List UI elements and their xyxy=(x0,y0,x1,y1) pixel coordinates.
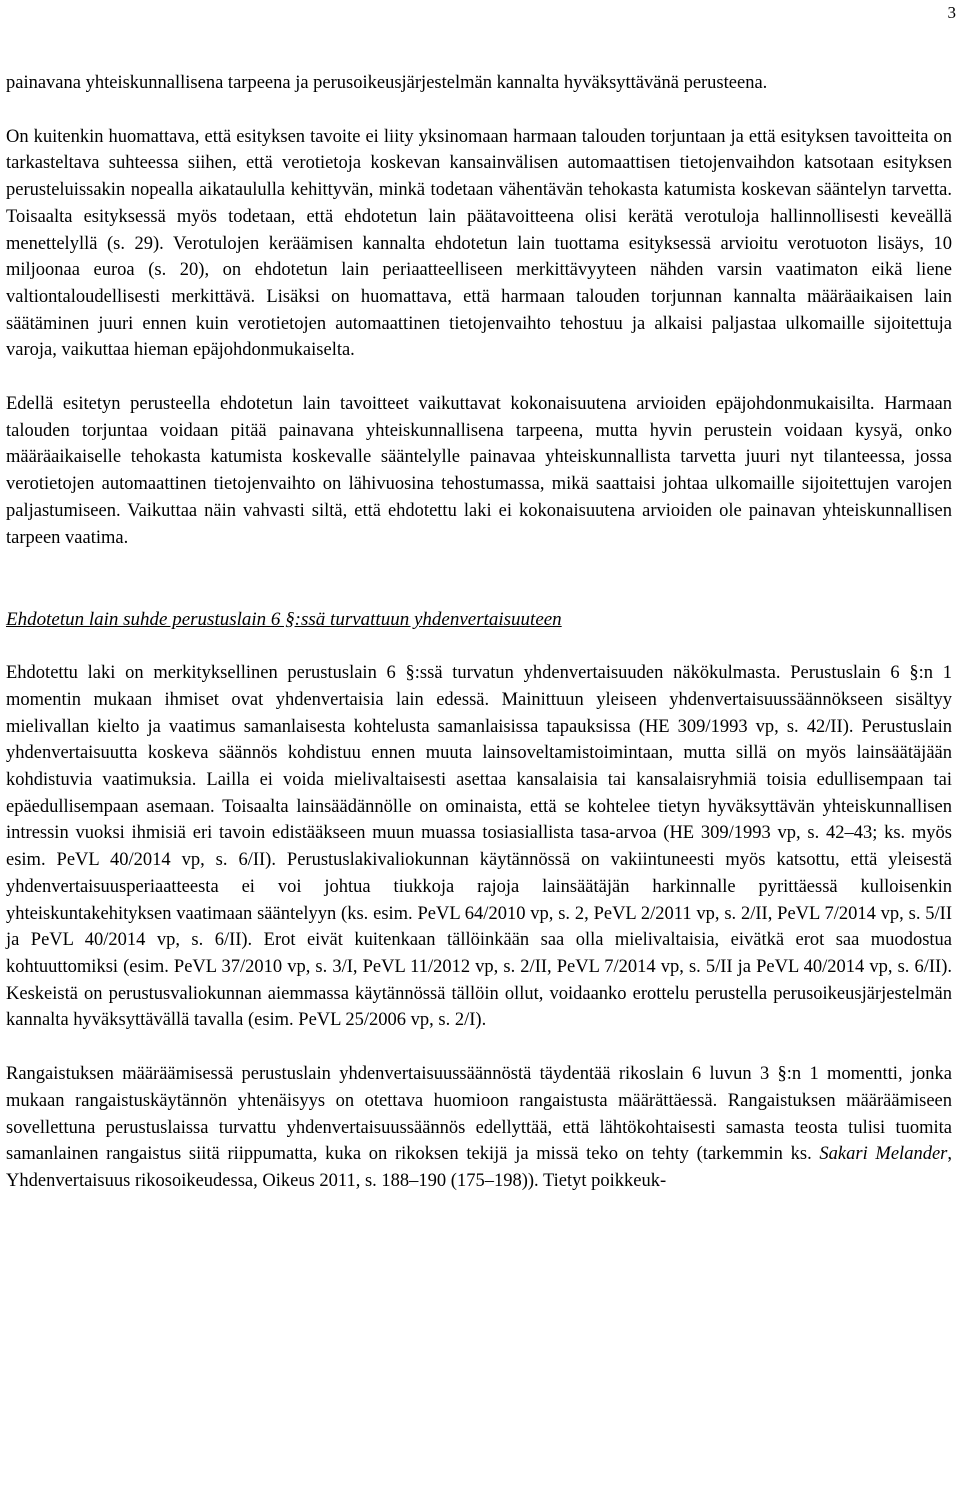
paragraph-1: painavana yhteiskunnallisena tarpeena ja perusoikeusjärjestelmän kannalta hyväksyttävänä perusteena. xyxy=(6,73,768,93)
author-name: Sakari Melander xyxy=(819,1144,948,1165)
paragraph-5-text-after: , Yhdenvertaisuus rikosoikeudessa, Oikeus 2011, s. 188–190 (175–198)). Tietyt poikkeuk- xyxy=(6,1144,952,1191)
paragraph-5 xyxy=(6,1061,952,1195)
paragraph-2: On kuitenkin huomattava, että esityksen tavoite ei liity yksinomaan harmaan talouden torjuntaan ja että esityksen tavoitteita on tarkasteltava suhteessa siihen, että verotietoja koskevan kansainvälisen automaattisen tietojenvaihdon katsotaan esityksen perusteluissakin nopealla aikataululla kehittyvän, minkä todetaan vähentävän tehokasta katumista koskevan sääntelyn tarvetta. Toisaalta esityksessä myös todetaan, että ehdotetun lain päätavoitteena olisi kerätä verotuloja hallinnollisesti keveällä menettelyllä (s. 29). Verotulojen keräämisen kannalta ehdotetun lain tuottama esityksessä arvioitu verotuoton lisäys, 10 miljoonaa euroa (s. 20), on ehdotetun lain periaatteelliseen merkittävyyteen nähden varsin vaatimaton eikä liene valtiontaloudellisesti merkittävä. Lisäksi on huomattava, että harmaan talouden torjunnan kannalta määräaikaisen lain säätäminen juuri ennen kuin verotietojen automaattinen tietojenvaihto tehostuu ja alkaisi paljastaa ulkomaille sijoitettuja varoja, vaikuttaa hieman epäjohdonmukaiselta. xyxy=(6,126,952,361)
page-number: 3 xyxy=(947,3,956,22)
document-body xyxy=(6,70,952,1195)
paragraph-3: Edellä esitetyn perusteella ehdotetun lain tavoitteet vaikuttavat kokonaisuutena arvioiden epäjohdonmukaisilta. Harmaan talouden torjuntaa voidaan pitää painavana yhteiskunnallisena tarpeena, mutta hyvin perustein voidaan kysyä, onko määräaikaiselle tehokasta katumista koskevalle sääntelylle painavaa yhteiskunnallista tarvetta juuri nyt tilanteessa, jossa verotietojen automaattinen tietojenvaihto on lähivuosina tehostumassa, mikä saattaisi johtaa ulkomaille sijoitettujen varojen paljastumiseen. Vaikuttaa näin vahvasti siltä, että ehdotettu laki ei kokonaisuutena arvioiden ole painavan yhteiskunnallisen tarpeen vaatima. xyxy=(6,394,952,548)
paragraph-4: Ehdotettu laki on merkityksellinen perustuslain 6 §:ssä turvatun yhdenvertaisuuden näkökulmasta. Perustuslain 6 §:n 1 momentin mukaan ihmiset ovat yhdenvertaisia lain edessä. Mainittuun yleiseen yhdenvertaisuussäännökseen sisältyy mielivallan kielto ja vaatimus samanlaisesta kohtelusta samanlaisissa tapauksissa (HE 309/1993 vp, s. 42/II). Perustuslain yhdenvertaisuutta koskeva säännös kohdistuu ennen muuta lainsoveltamistoimintaan, mutta sillä on myös lainsäätäjään kohdistuvia vaatimuksia. Lailla ei voida mielivaltaisesti asettaa kansalaisia tai kansalaisryhmiä toisia edullisempaan tai epäedullisempaan asemaan. Toisaalta lainsäädännölle on ominaista, että se kohtelee tietyn hyväksyttävän yhteiskunnallisen intressin vuoksi ihmisiä eri tavoin edistääkseen muun muassa tosiasiallista tasa-arvoa (HE 309/1993 vp, s. 42–43; ks. myös esim. PeVL 40/2014 vp, s. 6/II). Perustuslakivaliokunnan käytännössä on vakiintuneesti myös katsottu, että yleisestä yhdenvertaisuusperiaatteesta ei voi johtua tiukkoja rajoja lainsäätäjän harkinnalle pyrittäessä kulloisenkin yhteiskuntakehityksen vaatimaan sääntelyyn (ks. esim. PeVL 64/2010 vp, s. 2, PeVL 2/2011 vp, s. 2/II, PeVL 7/2014 vp, s. 5/II ja PeVL 40/2014 vp, s. 6/II). Erot eivät kuitenkaan tällöinkään saa olla mielivaltaisia, eivätkä erot saa muodostua kohtuuttomiksi (esim. PeVL 37/2010 vp, s. 3/I, PeVL 11/2012 vp, s. 2/II, PeVL 7/2014 vp, s. 5/II ja PeVL 40/2014 vp, s. 6/II). Keskeistä on perustusvaliokunnan aiemmassa käytännössä tällöin ollut, voidaanko erottelu perustella perusoikeusjärjestelmän kannalta hyväksyttävällä tavalla (esim. PeVL 25/2006 vp, s. 2/I). xyxy=(6,663,952,1031)
section-heading: Ehdotetun lain suhde perustuslain 6 §:ssä turvattuun yhdenvertaisuuteen xyxy=(6,609,562,631)
paragraph-5-text-before: Rangaistuksen määräämisessä perustuslain yhdenvertaisuussäännöstä täydentää rikoslain 6 luvun 3 §:n 1 momentti, jonka mukaan rangaistuskäytännön yhtenäisyys on otettava huomioon rangaistusta määrättäessä. Rangaistuksen määräämiseen sovellettuna perustuslaissa turvattu yhdenvertaisuussäännös edellyttää, että lähtökohtaisesti samasta teosta tulisi tuomita samanlainen rangaistus siitä riippumatta, kuka on rikoksen tekijä ja missä teko on tehty (tarkemmin ks. xyxy=(6,1064,952,1165)
